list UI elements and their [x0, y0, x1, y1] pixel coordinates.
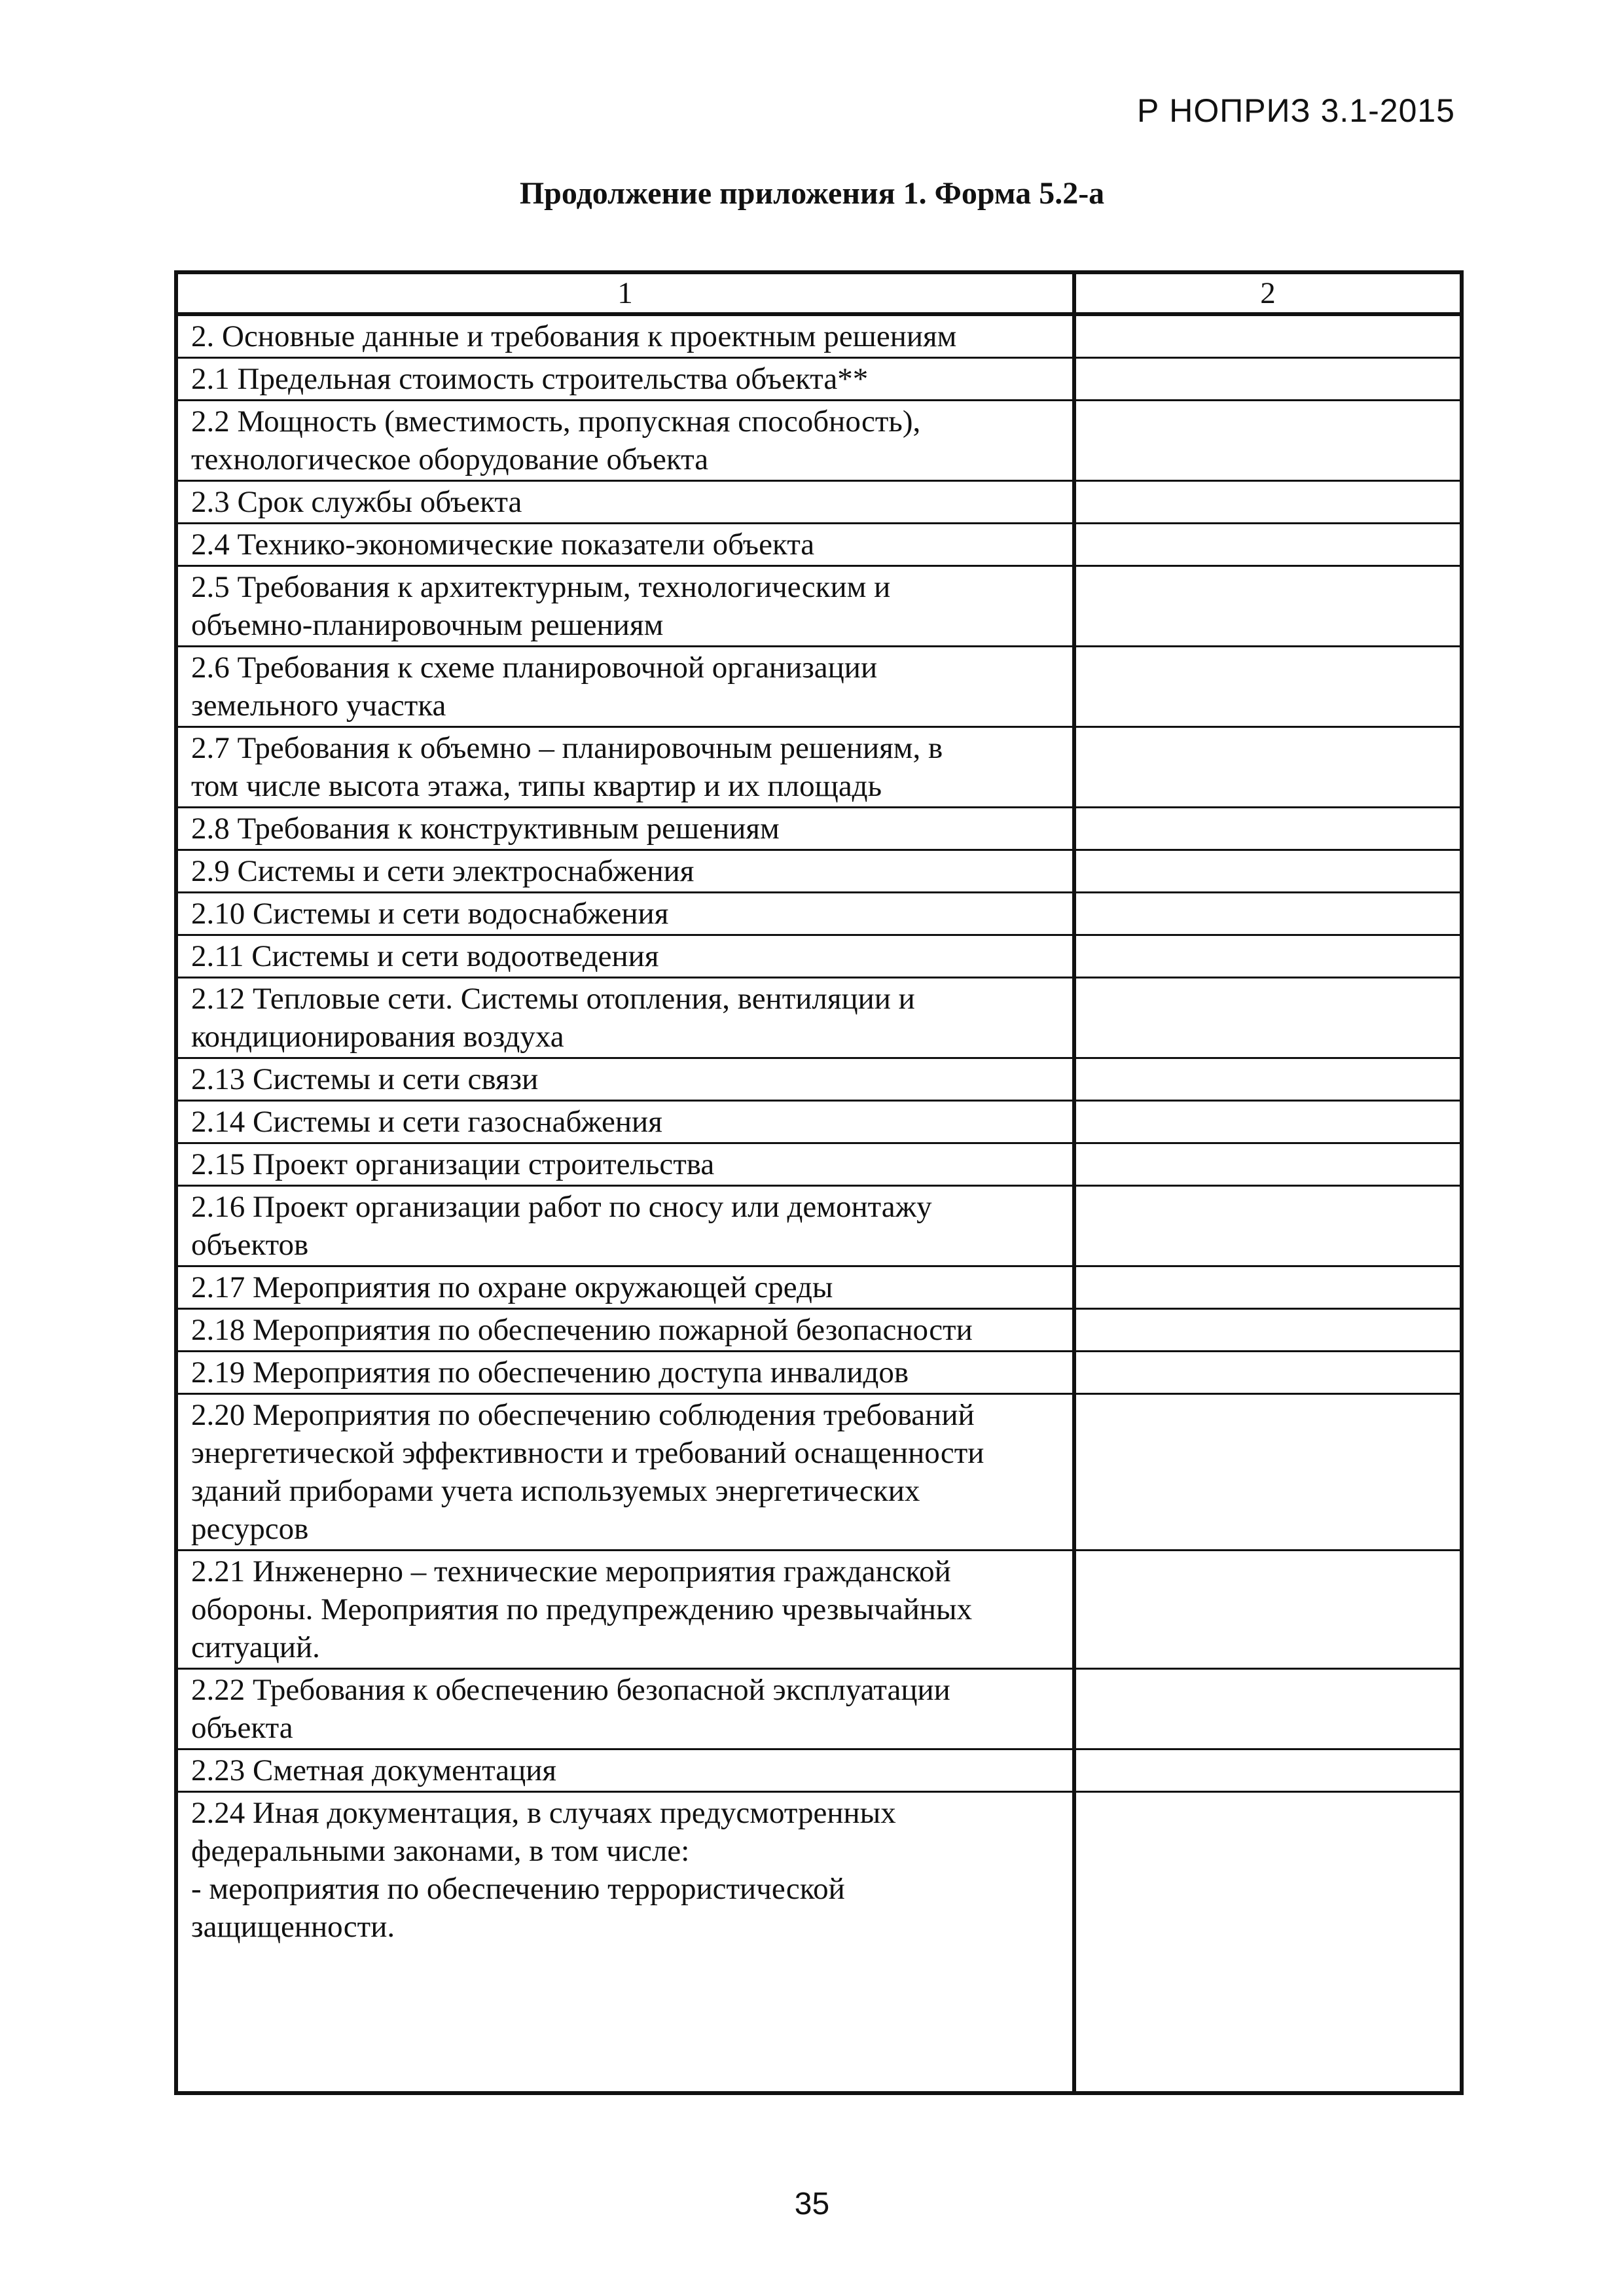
value-cell	[1074, 314, 1462, 358]
requirement-cell: 2.21 Инженерно – технические мероприятия гражданской обороны. Мероприятия по предупреждению чрезвычайных ситуаций.	[176, 1551, 1074, 1669]
table-row	[176, 808, 1462, 850]
requirement-cell: 2.22 Требования к обеспечению безопасной эксплуатации объекта	[176, 1669, 1074, 1749]
value-cell	[1074, 1309, 1462, 1352]
value-cell	[1074, 893, 1462, 935]
document-code: Р НОПРИЗ 3.1-2015	[1137, 92, 1455, 129]
table-row	[176, 850, 1462, 893]
requirement-cell: 2.9 Системы и сети электроснабжения	[176, 850, 1074, 893]
value-cell	[1074, 1058, 1462, 1101]
table-row	[176, 524, 1462, 566]
table-row	[176, 1394, 1462, 1551]
table-row	[176, 566, 1462, 647]
requirement-cell: 2.6 Требования к схеме планировочной организации земельного участка	[176, 647, 1074, 727]
requirement-cell: 2.24 Иная документация, в случаях предусмотренных федеральными законами, в том числе: - мероприятия по обеспечению террористической защищенности.	[176, 1792, 1074, 2093]
form-table-body	[176, 272, 1462, 2093]
table-row	[176, 1186, 1462, 1266]
column-header-2: 2	[1074, 272, 1462, 314]
requirement-cell: 2.19 Мероприятия по обеспечению доступа инвалидов	[176, 1352, 1074, 1394]
requirement-cell: 2.17 Мероприятия по охране окружающей среды	[176, 1266, 1074, 1309]
value-cell	[1074, 727, 1462, 808]
value-cell	[1074, 566, 1462, 647]
value-cell	[1074, 935, 1462, 978]
value-cell	[1074, 1186, 1462, 1266]
table-row	[176, 481, 1462, 524]
table-header-row	[176, 272, 1462, 314]
column-header-1: 1	[176, 272, 1074, 314]
value-cell	[1074, 647, 1462, 727]
requirement-cell: 2.12 Тепловые сети. Системы отопления, вентиляции и кондиционирования воздуха	[176, 978, 1074, 1058]
value-cell	[1074, 1101, 1462, 1143]
table-row	[176, 1143, 1462, 1186]
value-cell	[1074, 1352, 1462, 1394]
requirement-cell: 2.5 Требования к архитектурным, технологическим и объемно-планировочным решениям	[176, 566, 1074, 647]
requirement-cell: 2.15 Проект организации строительства	[176, 1143, 1074, 1186]
table-row	[176, 1101, 1462, 1143]
value-cell	[1074, 1551, 1462, 1669]
value-cell	[1074, 524, 1462, 566]
table-row	[176, 647, 1462, 727]
table-row	[176, 935, 1462, 978]
value-cell	[1074, 1669, 1462, 1749]
requirement-cell: 2.10 Системы и сети водоснабжения	[176, 893, 1074, 935]
table-row	[176, 358, 1462, 401]
value-cell	[1074, 1143, 1462, 1186]
requirement-cell: 2. Основные данные и требования к проектным решениям	[176, 314, 1074, 358]
value-cell	[1074, 358, 1462, 401]
requirement-cell: 2.18 Мероприятия по обеспечению пожарной безопасности	[176, 1309, 1074, 1352]
requirement-cell: 2.14 Системы и сети газоснабжения	[176, 1101, 1074, 1143]
requirement-cell: 2.16 Проект организации работ по сносу или демонтажу объектов	[176, 1186, 1074, 1266]
table-row	[176, 1749, 1462, 1792]
requirement-cell: 2.3 Срок службы объекта	[176, 481, 1074, 524]
requirement-cell: 2.4 Технико-экономические показатели объекта	[176, 524, 1074, 566]
value-cell	[1074, 978, 1462, 1058]
value-cell	[1074, 1266, 1462, 1309]
table-row	[176, 1551, 1462, 1669]
requirement-cell: 2.20 Мероприятия по обеспечению соблюдения требований энергетической эффективности и требований оснащенности зданий приборами учета используемых энергетических ресурсов	[176, 1394, 1074, 1551]
value-cell	[1074, 481, 1462, 524]
table-row	[176, 1352, 1462, 1394]
table-row	[176, 1266, 1462, 1309]
table-row	[176, 1792, 1462, 2093]
requirement-cell: 2.2 Мощность (вместимость, пропускная способность), технологическое оборудование объекта	[176, 401, 1074, 481]
requirement-cell: 2.7 Требования к объемно – планировочным решениям, в том числе высота этажа, типы квартир и их площадь	[176, 727, 1074, 808]
requirement-cell: 2.11 Системы и сети водоотведения	[176, 935, 1074, 978]
table-row	[176, 893, 1462, 935]
page-heading: Продолжение приложения 1. Форма 5.2-а	[519, 176, 1105, 211]
value-cell	[1074, 401, 1462, 481]
value-cell	[1074, 1792, 1462, 2093]
value-cell	[1074, 850, 1462, 893]
page-number: 35	[794, 2187, 830, 2221]
value-cell	[1074, 1394, 1462, 1551]
table-row	[176, 1058, 1462, 1101]
value-cell	[1074, 1749, 1462, 1792]
table-row	[176, 978, 1462, 1058]
table-row	[176, 314, 1462, 358]
table-row	[176, 727, 1462, 808]
form-table	[174, 270, 1464, 2095]
requirement-cell: 2.13 Системы и сети связи	[176, 1058, 1074, 1101]
requirement-cell: 2.1 Предельная стоимость строительства объекта**	[176, 358, 1074, 401]
table-row	[176, 401, 1462, 481]
table-row	[176, 1309, 1462, 1352]
table-row	[176, 1669, 1462, 1749]
value-cell	[1074, 808, 1462, 850]
requirement-cell: 2.23 Сметная документация	[176, 1749, 1074, 1792]
requirement-cell: 2.8 Требования к конструктивным решениям	[176, 808, 1074, 850]
